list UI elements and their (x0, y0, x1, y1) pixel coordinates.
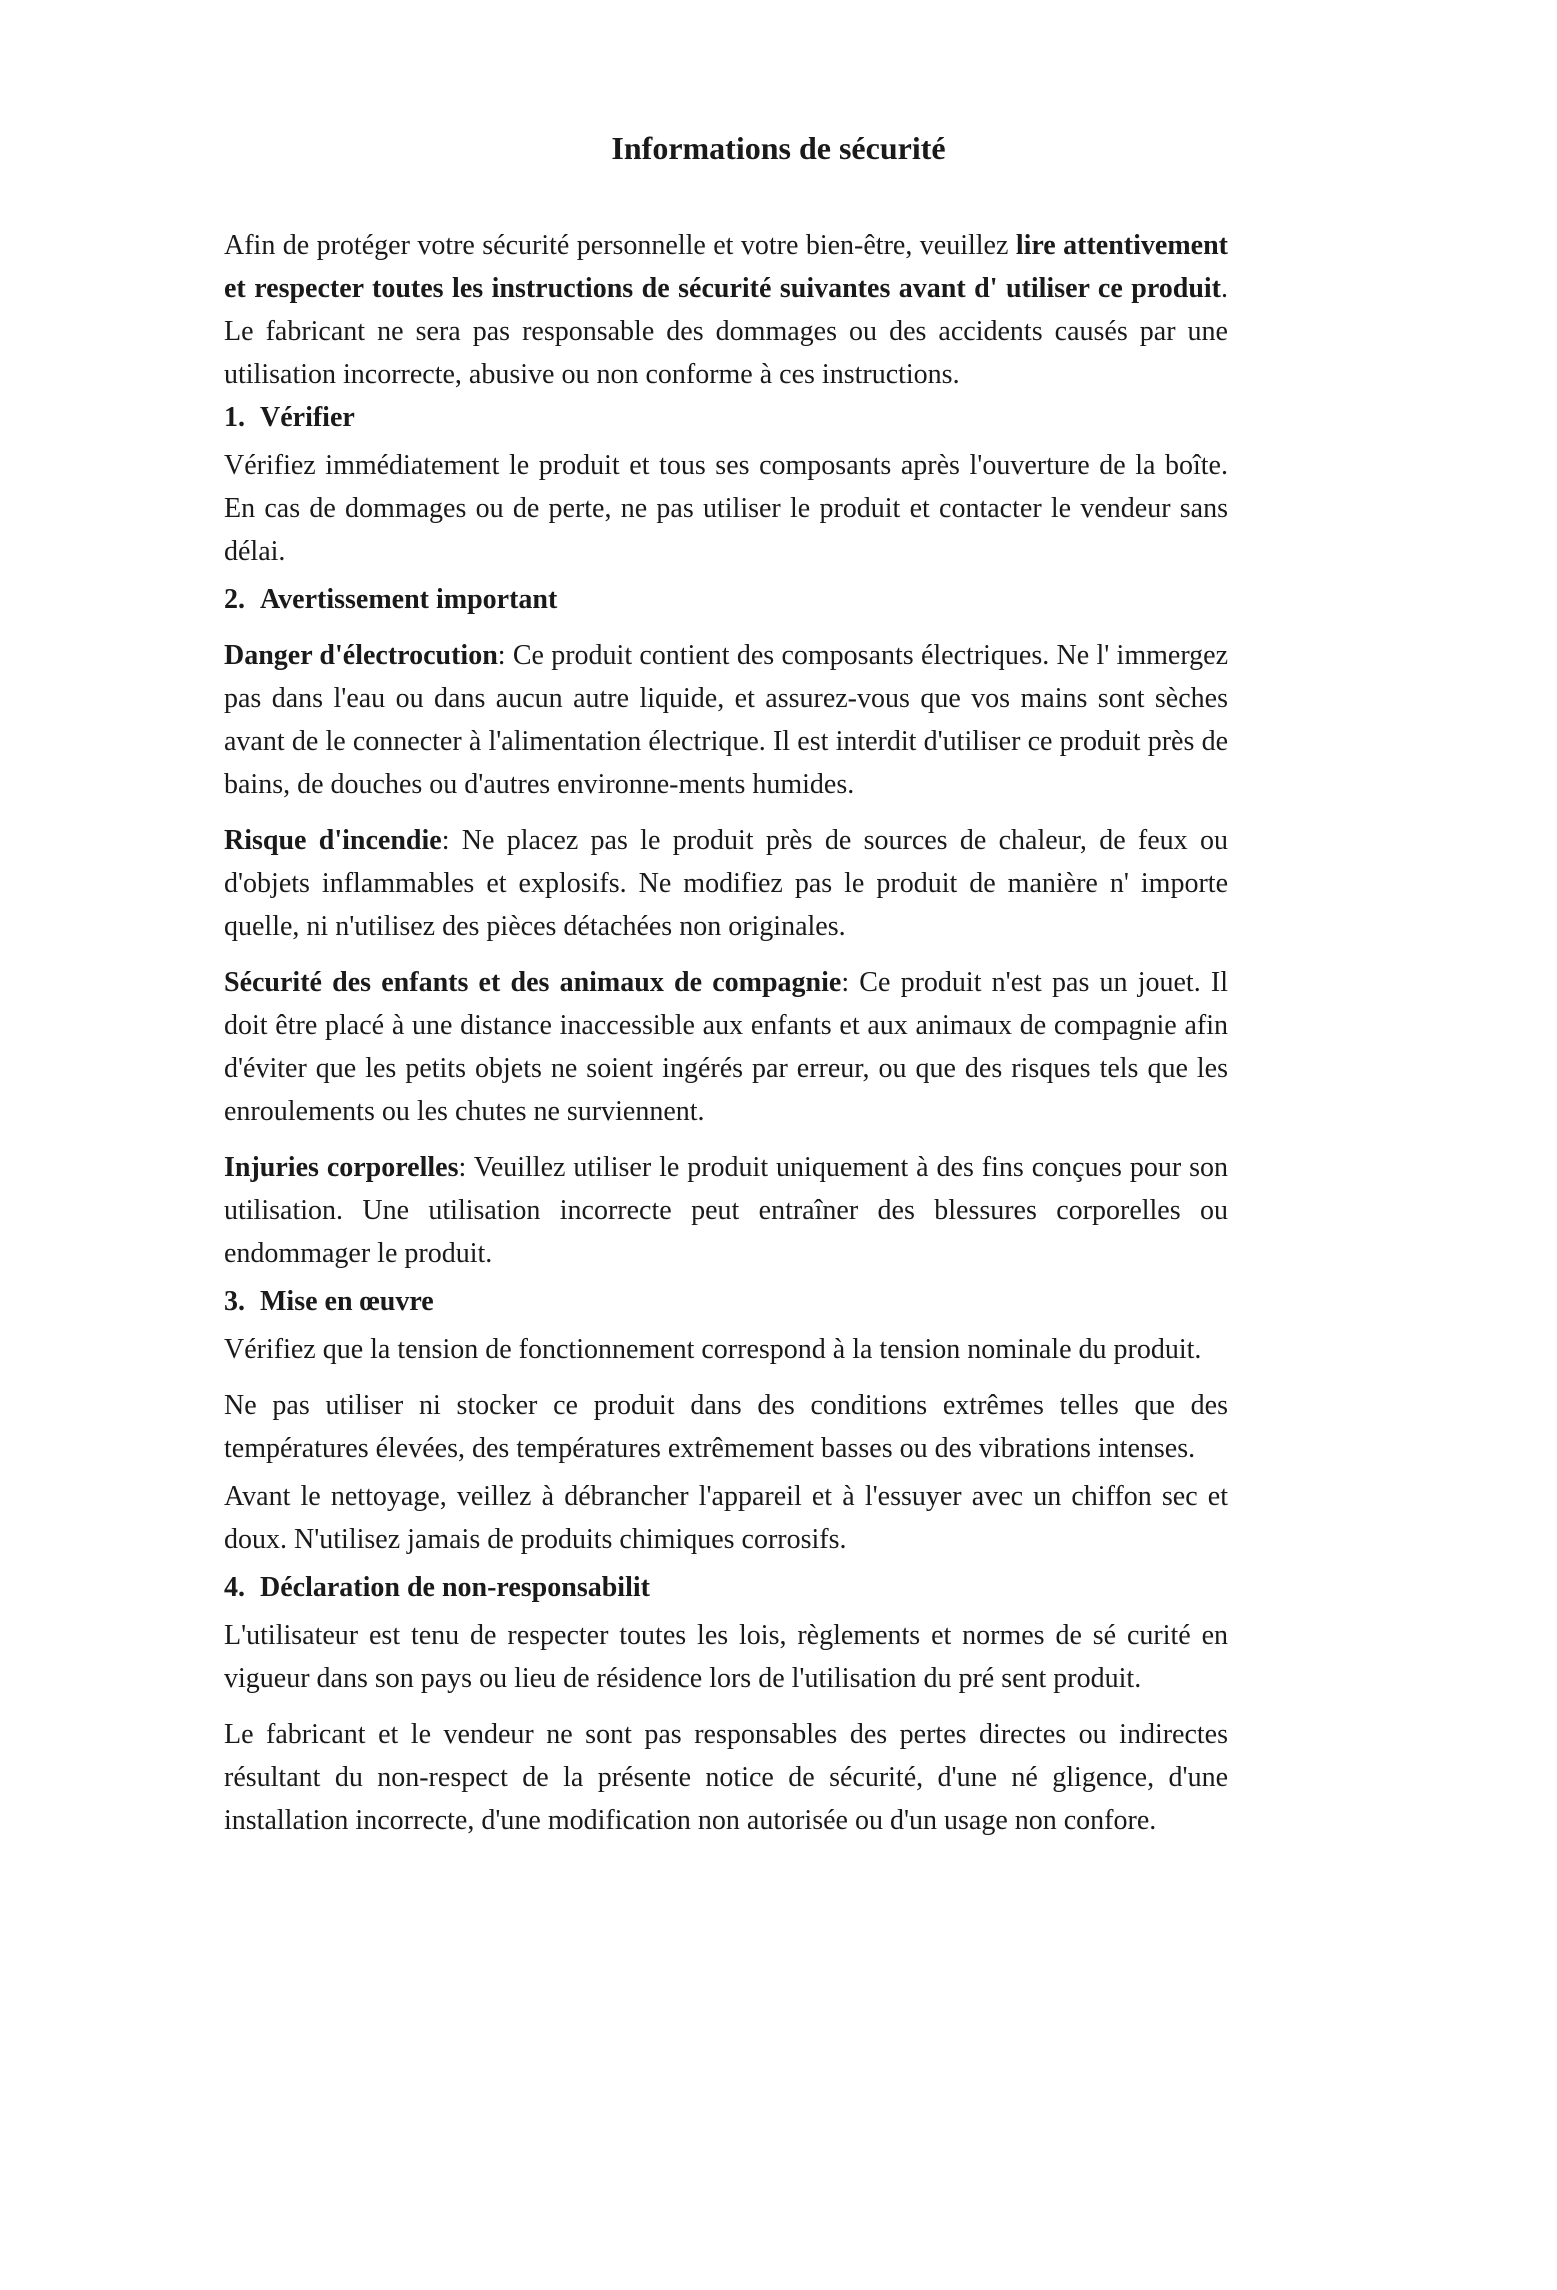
tension-paragraph: Vérifiez que la tension de fonctionnement correspond à la tension nominale du produit. (224, 1334, 1202, 1365)
paragraph-text: : Ne placez pas le produit près de sources de chaleur, de feux ou d'objets inflammables et explosifs. Ne modifiez pas le produit de manière n' importe quelle, ni n'utilisez des pièces détachées non originales. (224, 825, 1228, 942)
nettoyage-paragraph: Avant le nettoyage, veillez à débrancher l'appareil et à l'essuyer avec un chiffon sec et doux. N'utilisez jamais de produits chimiques corrosifs. (224, 1481, 1228, 1555)
verifier-paragraph: Vérifiez immédiatement le produit et tous ses composants après l'ouverture de la boîte. En cas de dommages ou de perte, ne pas utiliser le produit et contacter le vendeur sans délai. (224, 450, 1228, 567)
intro-text-2: . Le fabricant ne sera pas responsable des dommages ou des accidents causés par une utilisation incorrecte, abusive ou non conforme à ces instructions. (224, 273, 1228, 390)
paragraph-lead: Injuries corporelles (224, 1152, 459, 1183)
section-title: Avertissement important (260, 584, 558, 615)
section-title: Vérifier (260, 402, 355, 433)
fabricant-paragraph: Le fabricant et le vendeur ne sont pas responsables des pertes directes ou indirectes résultant du non-respect de la présente notice de sécurité, d'une né gligence, d'une installation incorrecte, d'une modification non autorisée ou d'un usage non confore. (224, 1719, 1228, 1836)
section-number: 3. (224, 1286, 245, 1317)
injuries-paragraph (224, 1146, 1228, 1275)
section-number: 1. (224, 402, 245, 433)
intro-bold-text: lire attentivement et respecter toutes les instructions de sécurité suivantes avant d' utiliser ce produit (224, 230, 1228, 304)
intro-paragraph (224, 224, 1228, 396)
incendie-paragraph (224, 819, 1228, 948)
conditions-paragraph: Ne pas utiliser ni stocker ce produit dans des conditions extrêmes telles que des températures élevées, des températures extrêmement basses ou des vibrations intenses. (224, 1390, 1228, 1464)
section-heading-avertissement (224, 578, 1228, 621)
paragraph-text: : Ce produit contient des composants électriques. Ne l' immergez pas dans l'eau ou dans aucun autre liquide, et assurez-vous que vos mains sont sèches avant de le connecter à l'alimentation électrique. Il est interdit d'utiliser ce produit près de bains, de douches ou d'autres environne-ments humides. (224, 640, 1228, 800)
electrocution-paragraph (224, 634, 1228, 806)
section-title: Mise en œuvre (260, 1286, 434, 1317)
paragraph-lead: Risque d'incendie (224, 825, 442, 856)
section-number: 4. (224, 1572, 245, 1603)
section-number: 2. (224, 584, 245, 615)
section-heading-mise-en-oeuvre (224, 1280, 1228, 1323)
utilisateur-paragraph: L'utilisateur est tenu de respecter toutes les lois, règlements et normes de sé curité en vigueur dans son pays ou lieu de résidence lors de l'utilisation du pré sent produit. (224, 1620, 1228, 1694)
paragraph-lead: Danger d'électrocution (224, 640, 498, 671)
section-heading-verifier (224, 396, 1228, 439)
enfants-paragraph (224, 961, 1228, 1133)
paragraph-lead: Sécurité des enfants et des animaux de compagnie (224, 967, 842, 998)
document-body (224, 224, 1228, 1842)
section-heading-declaration (224, 1566, 1228, 1609)
page-title: Informations de sécurité (611, 130, 946, 166)
paragraph-text: : Veuillez utiliser le produit uniquement à des fins conçues pour son utilisation. Une utilisation incorrecte peut entraîner des blessures corporelles ou endommager le produit. (224, 1152, 1228, 1269)
paragraph-text: : Ce produit n'est pas un jouet. Il doit être placé à une distance inaccessible aux enfants et aux animaux de compagnie afin d'éviter que les petits objets ne soient ingérés par erreur, ou que des risques tels que les enroulements ou les chutes ne surviennent. (224, 967, 1229, 1127)
intro-text-1: Afin de protéger votre sécurité personnelle et votre bien-être, veuillez (224, 230, 1016, 261)
section-title: Déclaration de non-responsabilit (260, 1572, 650, 1603)
